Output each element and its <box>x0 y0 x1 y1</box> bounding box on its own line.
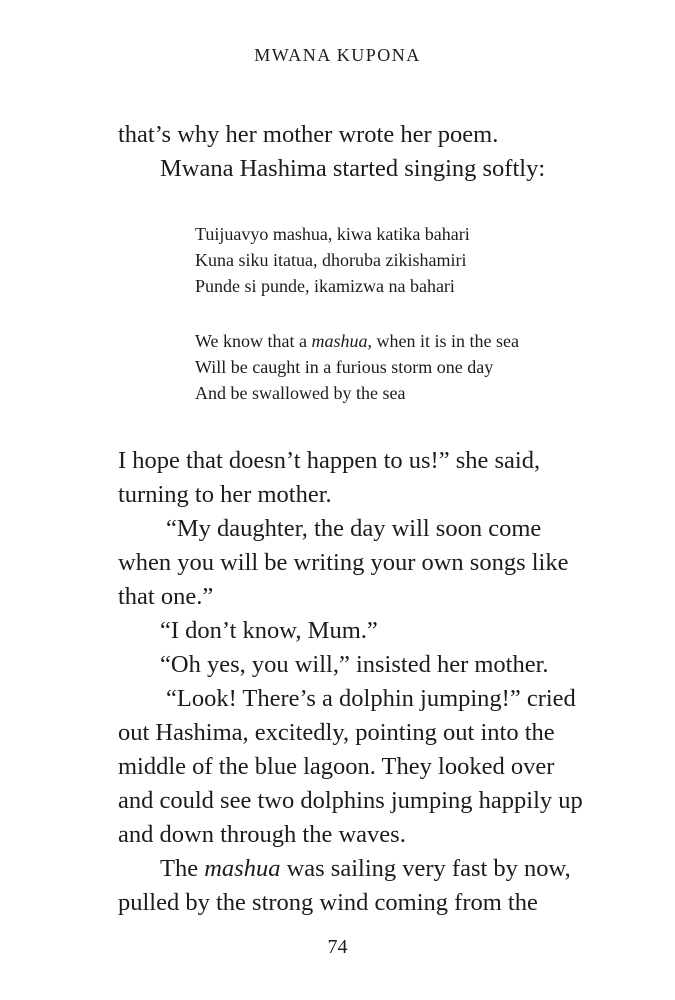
text-line: “I don’t know, Mum.” <box>160 617 378 644</box>
verse-line: Kuna siku itatua, dhoruba zikishamiri <box>195 250 467 270</box>
text-line: “Look! There’s a dolphin jumping!” cried <box>166 685 576 712</box>
text-line: “My daughter, the day will soon come <box>166 515 542 542</box>
text-line: that one.” <box>118 583 214 610</box>
main-paragraphs <box>118 444 598 920</box>
italic-word: mashua <box>204 855 281 882</box>
text-line: middle of the blue lagoon. They looked over <box>118 753 555 780</box>
text-line: when you will be writing your own songs like <box>118 549 569 576</box>
text-line: and could see two dolphins jumping happily up <box>118 787 583 814</box>
verse-swahili <box>195 221 470 299</box>
text-line: I hope that doesn’t happen to us!” she said, <box>118 447 541 474</box>
text-line: Mwana Hashima started singing softly: <box>160 155 546 182</box>
text-line: pulled by the strong wind coming from the <box>118 889 538 916</box>
text-line: turning to her mother. <box>118 481 332 508</box>
verse-line: We know that a mashua, when it is in the sea <box>195 331 520 351</box>
verse-line: Will be caught in a furious storm one day <box>195 357 494 377</box>
verse-english <box>195 328 519 406</box>
page-number: 74 <box>327 936 348 958</box>
text-line: “Oh yes, you will,” insisted her mother. <box>160 651 549 678</box>
verse-line: And be swallowed by the sea <box>195 383 406 403</box>
running-head-title: MWANA KUPONA <box>254 45 421 65</box>
top-paragraph <box>118 118 598 186</box>
italic-word: mashua <box>311 331 368 351</box>
text-line: The mashua was sailing very fast by now, <box>160 855 571 882</box>
text-line: out Hashima, excitedly, pointing out into the <box>118 719 555 746</box>
text-line: that’s why her mother wrote her poem. <box>118 121 499 148</box>
text-line: and down through the waves. <box>118 821 406 848</box>
verse-line: Punde si punde, ikamizwa na bahari <box>195 276 455 296</box>
verse-line: Tuijuavyo mashua, kiwa katika bahari <box>195 224 470 244</box>
